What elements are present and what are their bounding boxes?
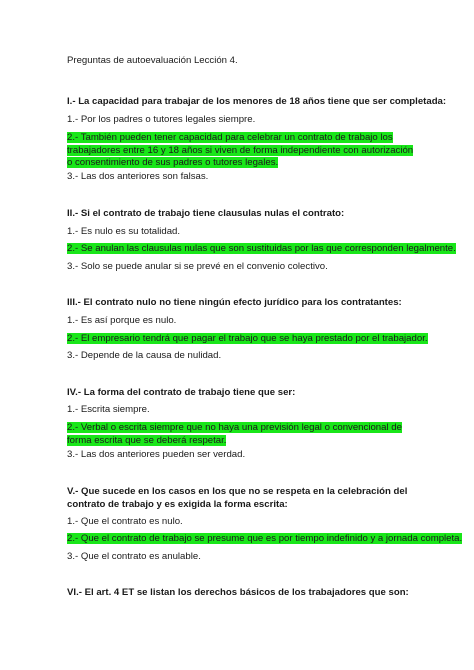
- answer-highlight: 2.- Verbal o escrita siempre que no haya una previsión legal o convencional de forma escrita que se deberá respetar.: [67, 422, 402, 446]
- question-heading: VI.- El art. 4 ET se listan los derechos básicos de los trabajadores que son:: [67, 587, 409, 598]
- question-heading: IV.- La forma del contrato de trabajo tiene que ser:: [67, 387, 296, 398]
- document-title: Preguntas de autoevaluación Lección 4.: [67, 55, 238, 66]
- answer-option: 1.- Es así porque es nulo.: [67, 315, 177, 326]
- answer-option-correct: [67, 533, 462, 546]
- question-heading: I.- La capacidad para trabajar de los menores de 18 años tiene que ser completada:: [67, 96, 447, 107]
- question-heading: V.- Que sucede en los casos en los que no se respeta en la celebración del contrato de trabajo y es exigida la forma escrita:: [67, 486, 408, 510]
- answer-option: 1.- Escrita siempre.: [67, 404, 150, 415]
- answer-option: 1.- Es nulo es su totalidad.: [67, 226, 181, 237]
- answer-option: 1.- Por los padres o tutores legales siempre.: [67, 114, 256, 125]
- answer-option: 1.- Que el contrato es nulo.: [67, 516, 183, 527]
- answer-option: 3.- Las dos anteriores pueden ser verdad.: [67, 449, 246, 460]
- question-heading: III.- El contrato nulo no tiene ningún efecto jurídico para los contratantes:: [67, 297, 402, 308]
- answer-option-correct: [67, 243, 456, 256]
- answer-highlight: 2.- También pueden tener capacidad para celebrar un contrato de trabajo los trabajadores entre 16 y 18 años si viven de forma independiente con autorización o consentimiento de sus padres o tutores legales.: [67, 132, 414, 168]
- answer-option: 3.- Depende de la causa de nulidad.: [67, 350, 222, 361]
- answer-option: 3.- Las dos anteriores son falsas.: [67, 171, 209, 182]
- question-heading: II.- Si el contrato de trabajo tiene clausulas nulas el contrato:: [67, 208, 345, 219]
- answer-highlight: 2.- Que el contrato de trabajo se presume que es por tiempo indefinido y a jornada completa.: [67, 533, 463, 544]
- answer-option-correct: [67, 132, 417, 170]
- answer-option: 3.- Que el contrato es anulable.: [67, 551, 201, 562]
- answer-option-correct: [67, 422, 412, 447]
- answer-highlight: 2.- El empresario tendrá que pagar el trabajo que se haya prestado por el trabajador.: [67, 333, 428, 344]
- answer-highlight: 2.- Se anulan las clausulas nulas que son sustituidas por las que corresponden legalmente.: [67, 243, 456, 254]
- answer-option-correct: [67, 333, 428, 346]
- answer-option: 3.- Solo se puede anular si se prevé en el convenio colectivo.: [67, 261, 328, 272]
